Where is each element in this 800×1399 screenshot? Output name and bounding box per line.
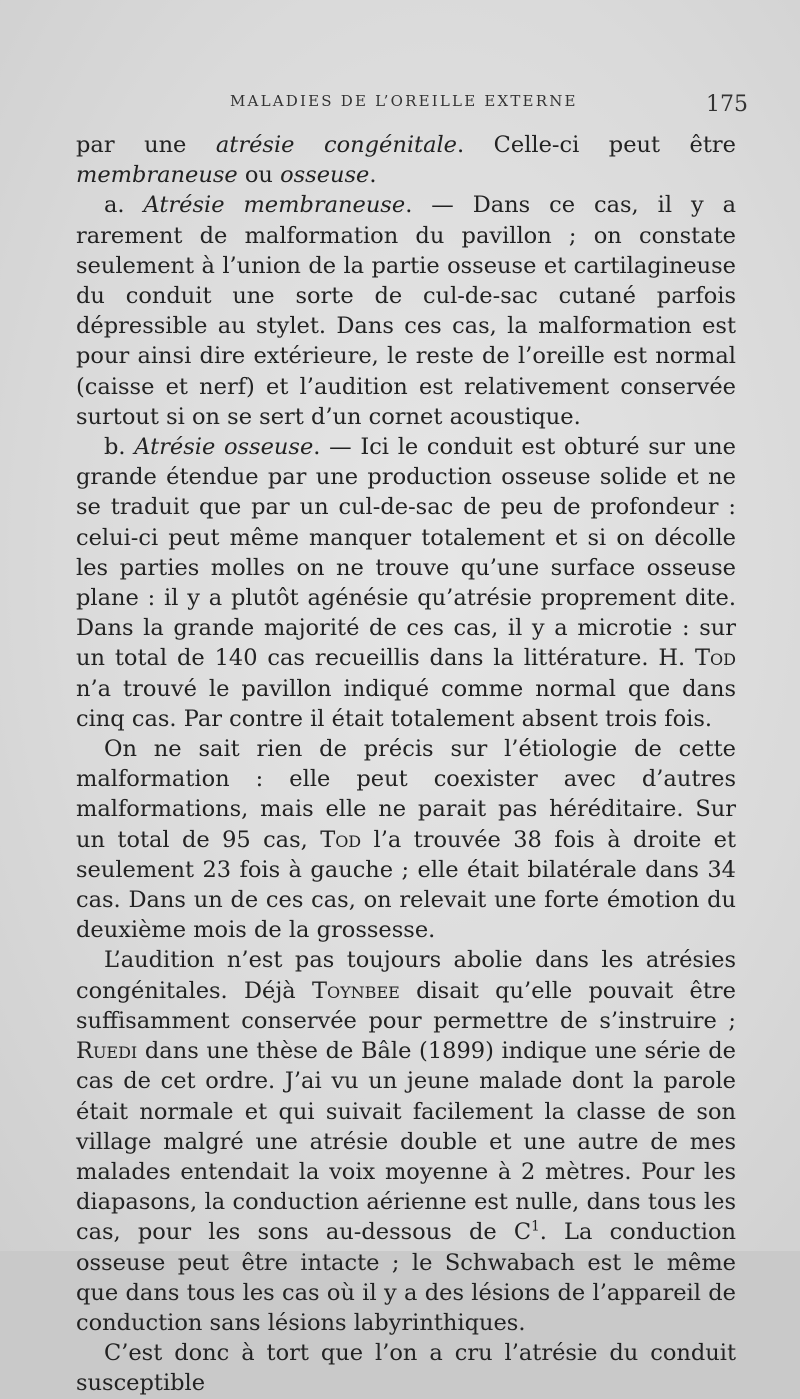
author-name: Ruedi bbox=[76, 1038, 138, 1065]
italic-term: membraneuse bbox=[76, 162, 238, 189]
text-run: b. bbox=[104, 434, 135, 461]
paragraph-audition bbox=[76, 945, 736, 1338]
text-run: . — Dans ce cas, il y a rarement de malformation du pavillon ; on constate seulement à l’union de la partie osseuse et cartilagineuse du conduit une sorte de cul-de-sac cutané parfois dépressible au stylet. Dans ces cas, la malformation est pour ainsi dire extérieure, le reste de l’oreille est normal (caisse et nerf) et l’audition est relativement conservée surtout si on se sert d’un cornet acoustique. bbox=[76, 192, 737, 430]
text-run: disait qu’elle pouvait être suffisamment conservée pour permettre de s’instruire ; bbox=[76, 977, 736, 1034]
page-number: 175 bbox=[706, 92, 748, 117]
text-run: L’audition n’est pas toujours abolie dans les atrésies congénitales. Déjà bbox=[76, 947, 736, 1004]
paragraph-conclusion bbox=[76, 1338, 736, 1398]
text-run: C’est donc à tort que l’on a cru l’atrésie du conduit susceptible bbox=[76, 1340, 736, 1397]
body-text bbox=[76, 130, 736, 1399]
text-run: a. bbox=[104, 192, 144, 219]
italic-term: atrésie congénitale bbox=[215, 132, 457, 158]
author-name: Tod bbox=[695, 645, 736, 672]
text-run: . Celle-ci peut être bbox=[457, 132, 736, 158]
superscript: 1 bbox=[531, 1218, 540, 1235]
section-heading-italic: Atrésie osseuse bbox=[134, 434, 314, 461]
running-title: MALADIES DE L’OREILLE EXTERNE bbox=[230, 92, 578, 110]
text-run: par une bbox=[76, 132, 216, 158]
paragraph-atresie-membraneuse bbox=[76, 190, 736, 432]
section-heading-italic: Atrésie membraneuse bbox=[143, 192, 406, 219]
text-run: . bbox=[369, 162, 377, 189]
text-run: n’a trouvé le pavillon indiqué comme normal que dans cinq cas. Par contre il était totalement absent trois fois. bbox=[76, 675, 736, 732]
text-run: dans une thèse de Bâle (1899) indique une série de cas de cet ordre. J’ai vu un jeune malade dont la parole était normale et qui suivait facilement la classe de son village malgré une atrésie double et une autre de mes malades entendait la voix moyenne à 2 mètres. Pour les diapasons, la conduction aérienne est nulle, dans tous les cas, pour les sons au-dessous de C bbox=[76, 1038, 736, 1246]
author-name: Tod bbox=[320, 826, 362, 853]
text-run: ou bbox=[237, 162, 281, 189]
page-header bbox=[0, 92, 800, 122]
text-run: . — Ici le conduit est obturé sur une grande étendue par une production osseuse solide et ne se traduit que par un cul-de-sac de peu de profondeur : celui-ci peut même manquer totalement et si on décolle les parties molles on ne trouve qu’une surface osseuse plane : il y a plutôt agénésie qu’atrésie proprement dite. Dans la grande majorité de ces cas, il y a microtie : sur un total de 140 cas recueillis dans la littérature. H. bbox=[76, 434, 736, 672]
text-run: l’a trouvée 38 fois à droite et seulement 23 fois à gauche ; elle était bilatérale dans 34 cas. Dans un de ces cas, on relevait une forte émotion du deuxième mois de la grossesse. bbox=[76, 826, 737, 944]
italic-term: osseuse bbox=[280, 162, 370, 189]
paragraph-intro bbox=[76, 130, 736, 190]
paragraph-etiologie bbox=[76, 734, 736, 945]
text-run: On ne sait rien de précis sur l’étiologie de cette malformation : elle peut coexister avec d’autres malformations, mais elle ne parait pas héréditaire. Sur un total de 95 cas, bbox=[76, 736, 736, 853]
author-name: Toynbee bbox=[312, 977, 400, 1004]
text-run: . La conduction osseuse peut être intacte ; le Schwabach est le même que dans tous les cas où il y a des lésions de l’appareil de conduction sans lésions labyrinthiques. bbox=[76, 1219, 736, 1336]
paragraph-atresie-osseuse bbox=[76, 432, 736, 734]
